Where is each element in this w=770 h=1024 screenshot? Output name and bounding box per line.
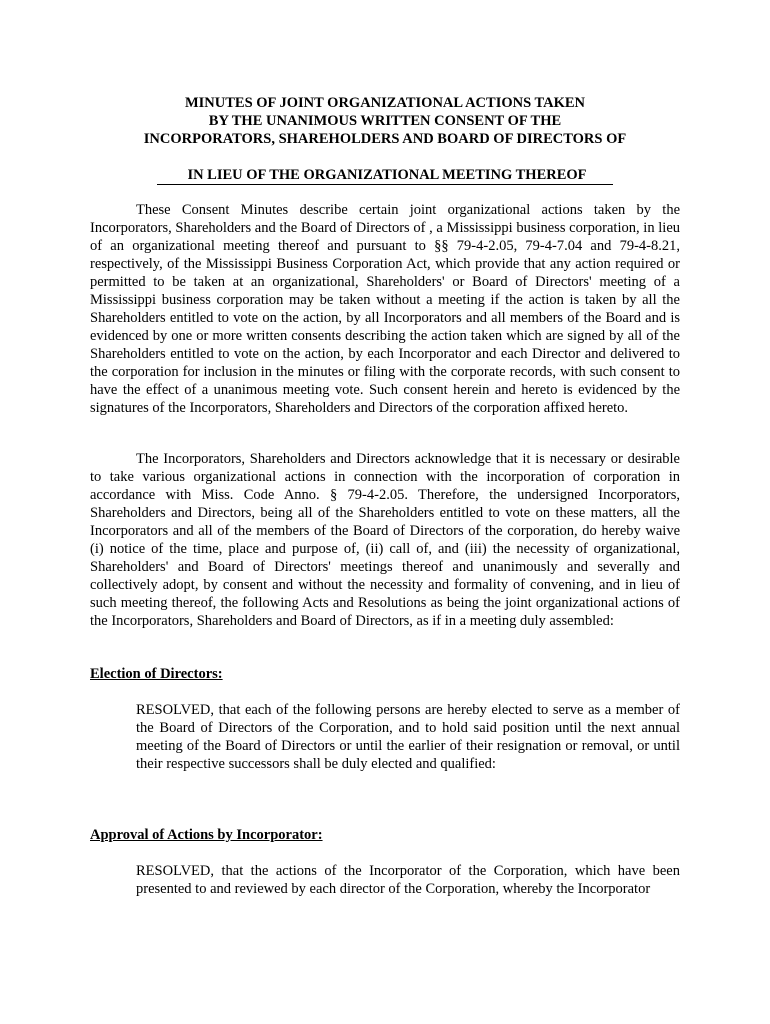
resolution-1-text: RESOLVED, that each of the following persons are hereby elected to serve as a member of the Board of Directors of the Corporation, and to hold said position until the next annual meeting of the Board of Directors or until the earlier of their resignation or removal, or until their respective successors shall be duly elected and qualified: — [136, 702, 680, 772]
resolution-election-of-directors — [136, 701, 680, 773]
section-heading-election-of-directors: Election of Directors: — [90, 666, 223, 682]
title-line-1: MINUTES OF JOINT ORGANIZATIONAL ACTIONS TAKEN — [184, 95, 586, 111]
paragraph-1-text: These Consent Minutes describe certain joint organizational actions taken by the Incorporators, Shareholders and the Board of Directors of , a Mississippi business corporation, in lieu of an organizational meeting thereof and pursuant to §§ 79-4-2.05, 79-4-7.04 and 79-4-8.21, respectively, of the Mississippi Business Corporation Act, which provide that any action required or permitted to be taken at an organizational, Shareholders' or Board of Directors' meeting of a Mississippi business corporation may be taken without a meeting if the action is taken by all the Shareholders entitled to vote on the action, by all Incorporators and all members of the Board and is evidenced by one or more written consents describing the action taken which are signed by all of the Shareholders entitled to vote on the action, by each Incorporator and each Director and delivered to the corporation for inclusion in the minutes or filing with the corporate records, with such consent to have the effect of a unanimous meeting vote. Such consent herein and hereto is evidenced by the signatures of the Incorporators, Shareholders and Directors of the corporation affixed hereto. — [90, 202, 680, 416]
document-subtitle — [90, 166, 680, 185]
resolution-approval-of-actions — [136, 862, 680, 898]
intro-paragraph — [90, 201, 680, 417]
section-heading-approval-of-actions: Approval of Actions by Incorporator: — [90, 827, 323, 843]
title-line-2: BY THE UNANIMOUS WRITTEN CONSENT OF THE — [208, 113, 562, 129]
acknowledgement-paragraph — [90, 450, 680, 630]
title-line-3: INCORPORATORS, SHAREHOLDERS AND BOARD OF DIRECTORS OF — [143, 131, 627, 147]
resolution-2-text: RESOLVED, that the actions of the Incorporator of the Corporation, which have been presented to and reviewed by each director of the Corporation, whereby the Incorporator — [136, 863, 680, 897]
document-title — [90, 94, 680, 148]
subtitle-text: IN LIEU OF THE ORGANIZATIONAL MEETING THEREOF — [157, 167, 612, 185]
paragraph-2-text: The Incorporators, Shareholders and Directors acknowledge that it is necessary or desirable to take various organizational actions in connection with the incorporation of corporation in accordance with Miss. Code Anno. § 79-4-2.05. Therefore, the undersigned Incorporators, Shareholders and Directors, being all of the Shareholders entitled to vote on these matters, all the Incorporators and all of the members of the Board of Directors of the corporation, do hereby waive (i) notice of the time, place and purpose of, (ii) call of, and (iii) the necessity of organizational, Shareholders' and Board of Directors' meetings thereof and unanimously and severally and collectively adopt, by consent and without the necessity and formality of convening, and in lieu of such meeting thereof, the following Acts and Resolutions as being the joint organizational actions of the Incorporators, Shareholders and Board of Directors, as if in a meeting duly assembled: — [90, 451, 680, 629]
